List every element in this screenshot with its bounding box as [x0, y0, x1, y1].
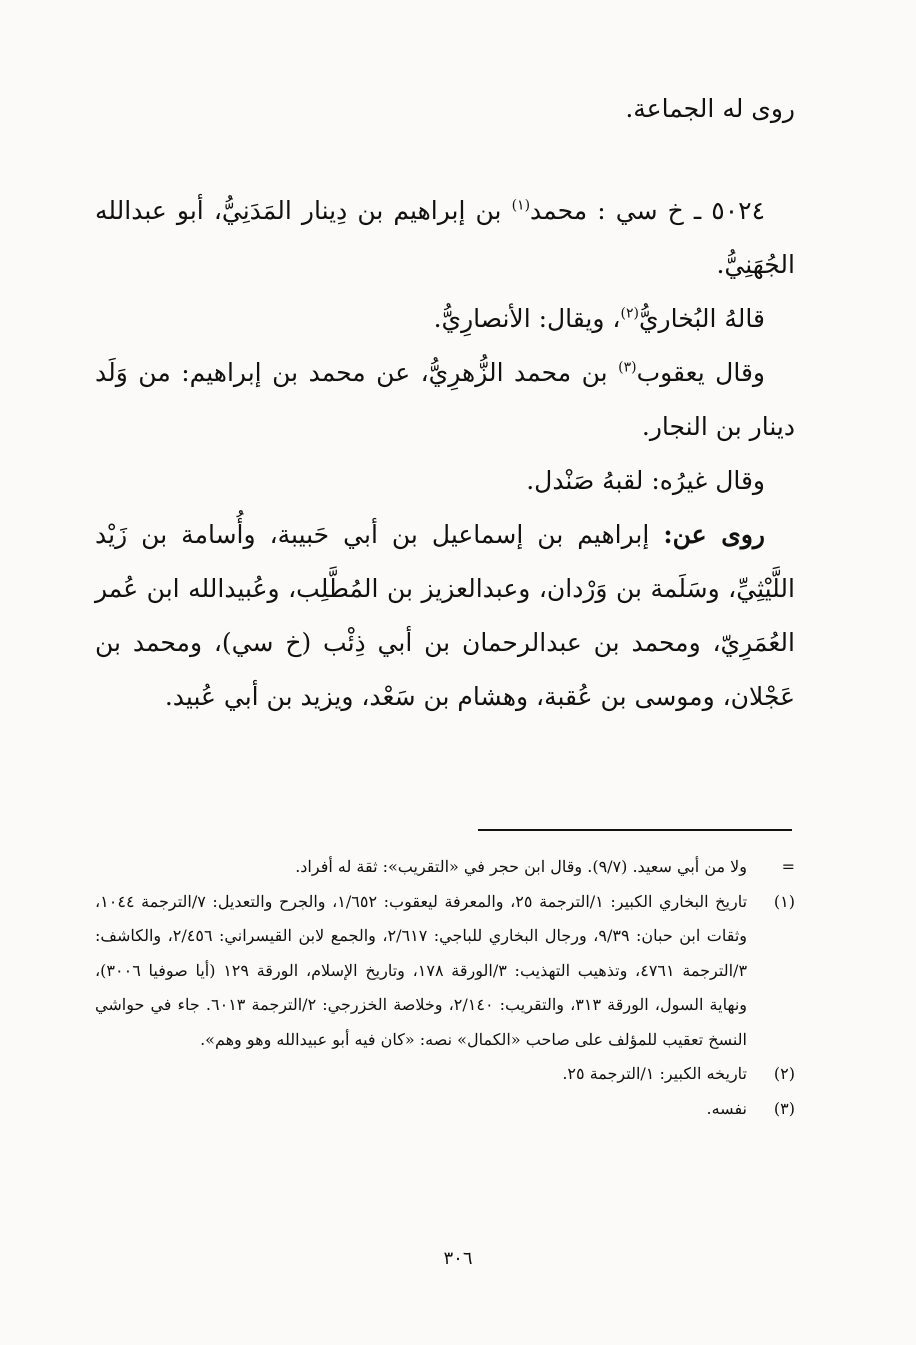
main-text	[95, 82, 795, 724]
entry-symbols: خ سي	[615, 196, 684, 225]
carryover-line: روى له الجماعة.	[625, 94, 795, 123]
footnote-ref-1[interactable]: (١)	[511, 197, 531, 214]
footnote-marker: (٢)	[773, 1064, 795, 1083]
footnote-marker: =	[781, 857, 795, 876]
footnote-marker: (١)	[773, 891, 795, 911]
footnote-text: نفسه.	[706, 1098, 747, 1118]
yaqub-paragraph	[95, 346, 795, 454]
yaqub-rest: بن محمد الزُّهرِيُّ، عن محمد بن إبراهيم: من وَلَد دينار بن النجار.	[95, 358, 795, 441]
footnotes	[95, 850, 795, 1126]
footnote-marker: (٣)	[773, 1098, 795, 1118]
bukhari-rest: ، ويقال: الأنصارِيُّ.	[433, 304, 621, 333]
biography-entry: ٥٠٢٤ ـ خ سي : محمد$^{(١)}$ بن إبراهيم بن دِينار المَدَنِيُّ، أبو عبدالله الجُهَنِيُّ.	[95, 196, 795, 279]
yaqub-text: وقال يعقوب	[636, 358, 765, 387]
bukhari-paragraph	[95, 292, 795, 346]
narrated-from-paragraph	[95, 508, 795, 724]
footnote-text: تاريخه الكبير: ١/الترجمة ٢٥.	[562, 1064, 747, 1083]
entry-name: محمد	[530, 196, 588, 225]
entry-number: ٥٠٢٤	[711, 196, 765, 225]
footnote-2	[95, 1057, 795, 1092]
footnote-text: ولا من أبي سعيد. (٩/٧). وقال ابن حجر في «التقريب»: ثقة له أفراد.	[295, 857, 747, 876]
footnote-text: تاريخ البخاري الكبير: ١/الترجمة ٢٥، والمعرفة ليعقوب: ١/٦٥٢، والجرح والتعديل: ٧/الترجمة ١٠٤٤، وثقات ابن حبان: ٩/٣٩، ورجال البخاري للباجي: ٢/٦١٧، والجمع لابن القيسراني: ٢/٤٥٦، والكاشف: ٣/الترجمة ٤٧٦١، وتذهيب التهذيب: ٣/الورقة ١٧٨، وتاريخ الإسلام، الورقة ١٢٩ (أيا صوفيا ٣٠٠٦)، ونهاية السول، الورقة ٣١٣، والتقريب: ٢/١٤٠، وخلاصة الخزرجي: ٢/الترجمة ٦٠١٣. جاء في حواشي النسخ تعقيب للمؤلف على صاحب «الكمال» نصه: «كان فيه أبو عبيدالله وهو وهم».	[95, 891, 748, 1049]
footnote-3	[95, 1092, 795, 1127]
footnote-1	[95, 885, 795, 1058]
page-number: ٣٠٦	[443, 1248, 473, 1269]
footnote-ref-2[interactable]: (٢)	[620, 305, 639, 322]
narrated-from-text: إبراهيم بن إسماعيل بن أبي حَبيبة، وأُسامة بن زَيْد اللَّيْثِيِّ، وسَلَمة بن وَرْدان، وعبدالعزيز بن المُطَّلِب، وعُبيدالله ابن عُمر العُمَرِيّ، ومحمد بن عبدالرحمان بن أبي ذِئْب (خ سي)، ومحمد بن عَجْلان، وموسى بن عُقبة، وهشام بن سَعْد، ويزيد بن أبي عُبيد.	[95, 520, 795, 711]
bukhari-text: قالهُ البُخاريُّ	[638, 304, 765, 333]
footnote-separator	[478, 829, 792, 831]
entry-name-rest: بن إبراهيم بن دِينار المَدَنِيُّ، أبو عبدالله الجُهَنِيُّ.	[95, 196, 795, 279]
other-paragraph: وقال غيرُه: لقبهُ صَنْدل.	[526, 466, 765, 495]
footnote-ref-3[interactable]: (٣)	[618, 359, 637, 376]
footnote-continuation	[95, 850, 795, 885]
narrated-from-label: روى عن:	[663, 520, 766, 549]
